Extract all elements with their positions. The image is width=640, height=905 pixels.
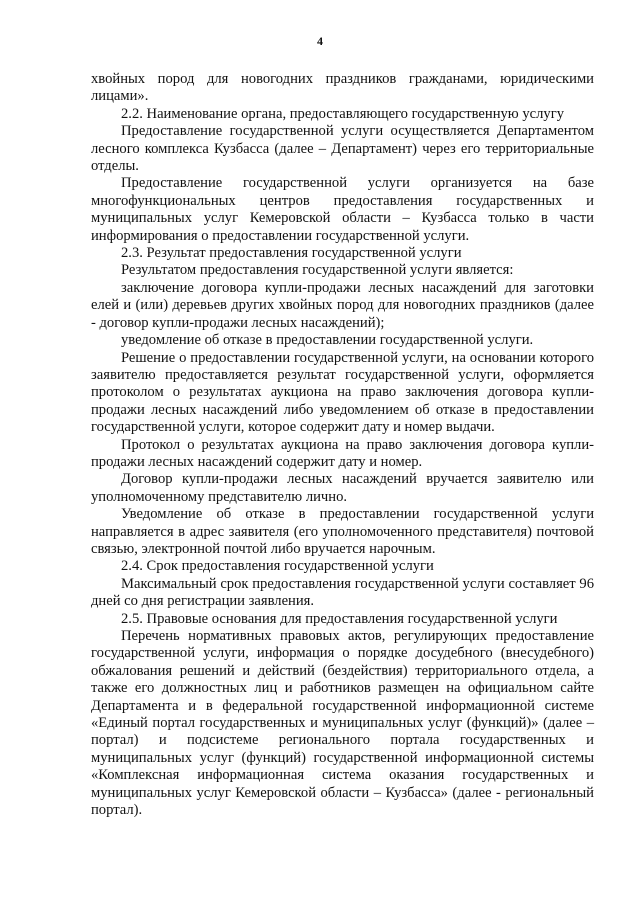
paragraph: Предоставление государственной услуги осуществляется Департаментом лесного комплекса Кузбасса (далее – Департамент) через его территориальные отделы.: [91, 123, 594, 175]
paragraph: уведомление об отказе в предоставлении государственной услуги.: [121, 332, 534, 349]
section-heading-2-4: 2.4. Срок предоставления государственной услуги: [121, 558, 434, 575]
section-heading-2-3: 2.3. Результат предоставления государственной услуги: [121, 245, 462, 262]
paragraph: Максимальный срок предоставления государственной услуги составляет 96 дней со дня регистрации заявления.: [91, 575, 594, 610]
section-heading-2-5: 2.5. Правовые основания для предоставления государственной услуги: [121, 610, 558, 627]
paragraph-continuation: хвойных пород для новогодних праздников гражданами, юридическими лицами».: [91, 71, 594, 105]
paragraph: Перечень нормативных правовых актов, регулирующих предоставление государственной услуги, информация о порядке досудебного (внесудебного) обжалования решений и действий (бездействия) территориального отдела, а также его должностных лиц и работников размещен на официальном сайте Департамента и в федеральной государственной информационной системе «Единый портал государственных и муниципальных услуг (функций)» (далее – портал) и подсистеме регионального портала государственных и муниципальных услуг (функций) государственной информационной системы «Комплексная информационная система оказания государственных и муниципальных услуг Кемеровской области – Кузбасса» (далее - региональный портал).: [91, 628, 594, 819]
section-heading-2-2: 2.2. Наименование органа, предоставляющего государственную услугу: [121, 105, 564, 122]
paragraph: Результатом предоставления государственной услуги является:: [121, 262, 514, 279]
paragraph: заключение договора купли-продажи лесных насаждений для заготовки елей и (или) деревьев других хвойных пород для новогодних праздников (далее - договор купли-продажи лесных насаждений);: [91, 279, 594, 331]
paragraph: Протокол о результатах аукциона на право заключения договора купли-продажи лесных насаждений содержит дату и номер.: [91, 436, 594, 470]
paragraph: Решение о предоставлении государственной услуги, на основании которого заявителю предоставляется результат государственной услуги, оформляется протоколом о результатах аукциона на право заключения договора купли-продажи лесных насаждений либо уведомлением об отказе в предоставлении государственной услуги, которое содержит дату и номер выдачи.: [91, 349, 594, 436]
page-number: 4: [317, 34, 323, 48]
paragraph: Предоставление государственной услуги организуется на базе многофункциональных центров предоставления государственных и муниципальных услуг Кемеровской области – Кузбасса только в части информирования о предоставлении государственной услуги.: [91, 175, 594, 244]
document-body: [91, 71, 594, 819]
paragraph: Уведомление об отказе в предоставлении государственной услуги направляется в адрес заявителя (его уполномоченного представителя) почтовой связью, электронной почтой либо вручается нарочным.: [91, 506, 594, 557]
paragraph: Договор купли-продажи лесных насаждений вручается заявителю или уполномоченному представителю лично.: [91, 471, 594, 505]
